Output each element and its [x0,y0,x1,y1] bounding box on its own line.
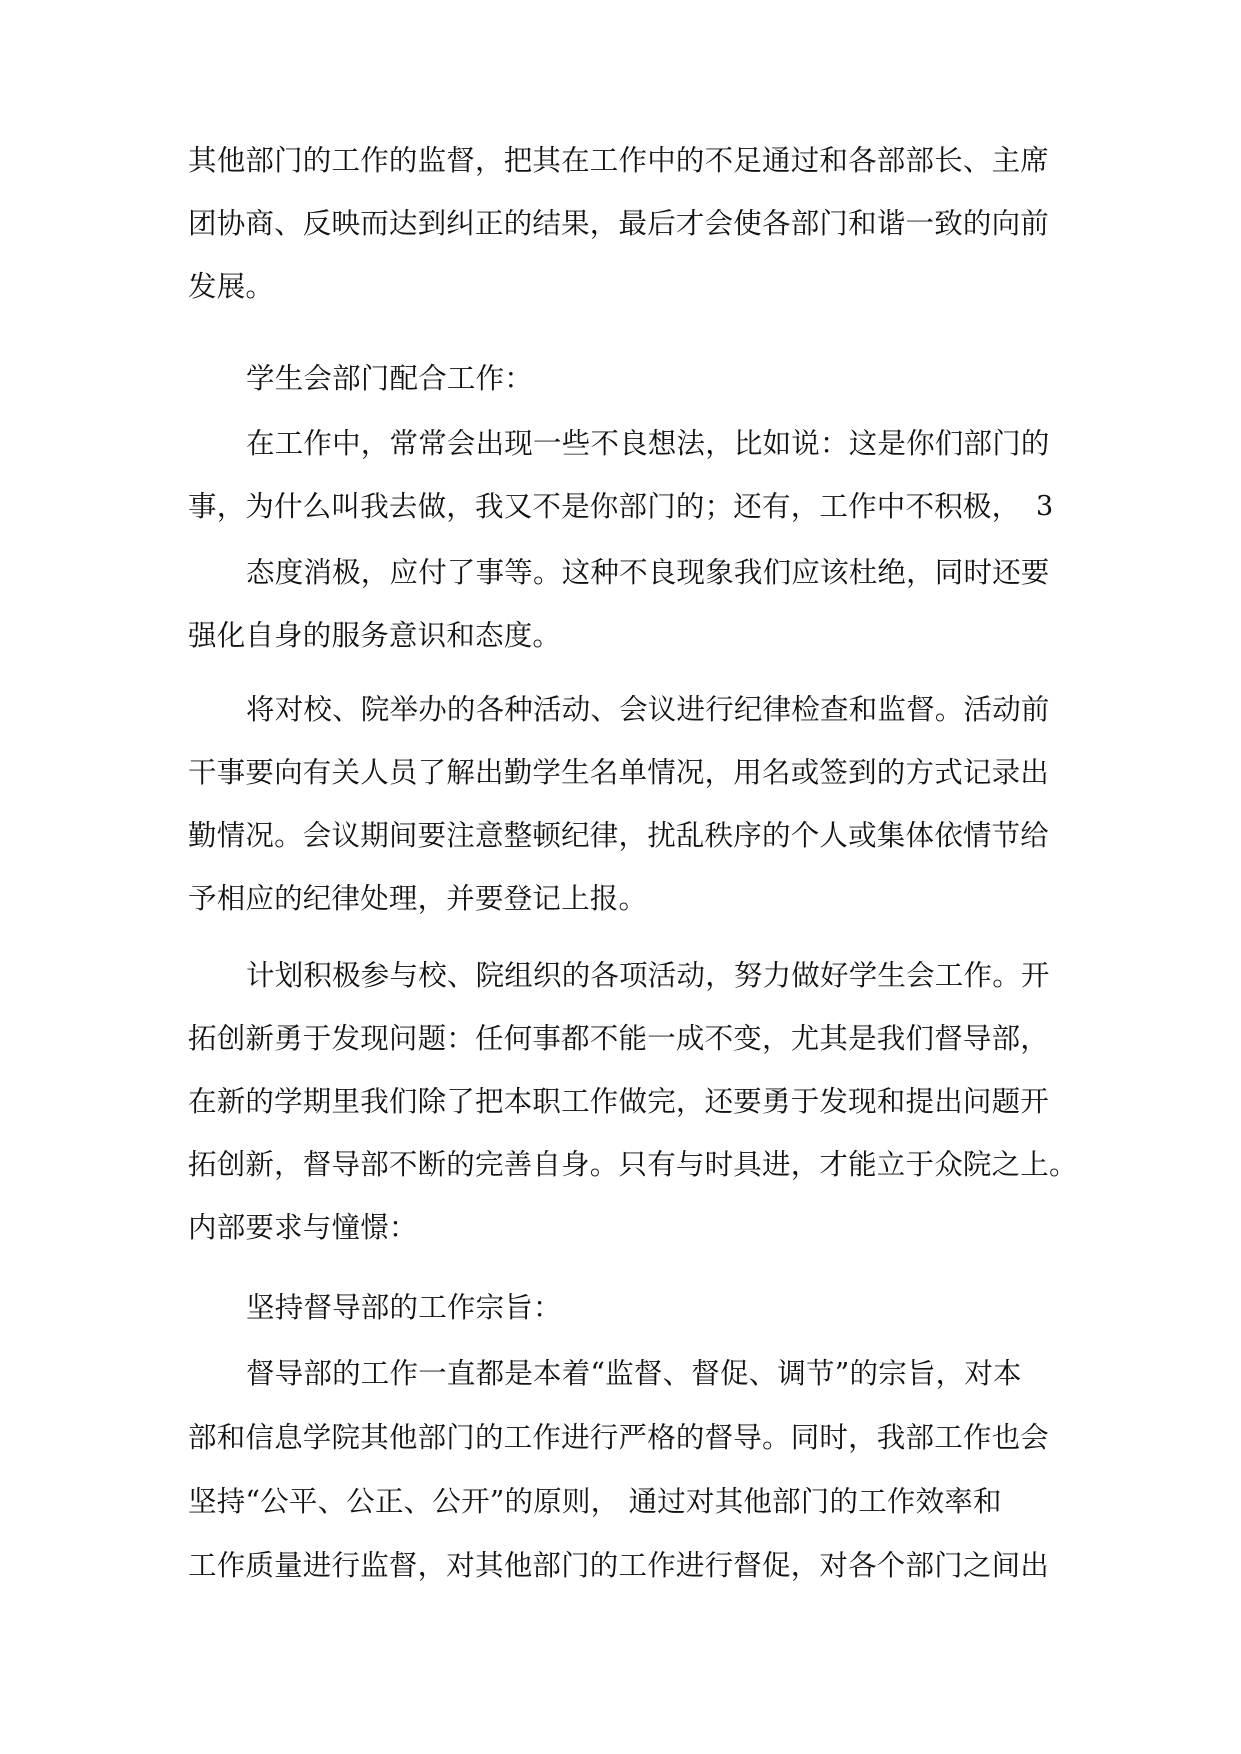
text-line: 态度消极，应付了事等。这种不良现象我们应该杜绝，同时还要 [246,556,1050,589]
text-line: 发展。 [188,270,275,303]
text-line: 在新的学期里我们除了把本职工作做完，还要勇于发现和提出问题开 [188,1085,1050,1118]
text-line: 工作质量进行监督，对其他部门的工作进行督促，对各个部门之间出 [188,1549,1050,1582]
text-line: 其他部门的工作的监督，把其在工作中的不足通过和各部部长、主席 [188,144,1050,177]
text-line: 坚持“公平、公正、公开”的原则， 通过对其他部门的工作效率和 [188,1485,1002,1518]
section-heading: 学生会部门配合工作： [246,362,534,395]
text-line: 部和信息学院其他部门的工作进行严格的督导。同时，我部工作也会 [188,1421,1050,1454]
text-line: 督导部的工作一直都是本着“监督、督促、调节”的宗旨，对本 [246,1357,1022,1390]
section-heading: 坚持督导部的工作宗旨： [246,1291,562,1324]
page-number: 3 [1036,491,1054,522]
text-line: 强化自身的服务意识和态度。 [188,619,562,652]
text-line: 将对校、院举办的各种活动、会议进行纪律检查和监督。活动前 [246,693,1050,726]
section-heading: 内部要求与憧憬： [188,1211,418,1244]
text-line: 予相应的纪律处理，并要登记上报。 [188,882,648,915]
text-line: 拓创新勇于发现问题：任何事都不能一成不变，尤其是我们督导部， [188,1022,1050,1055]
text-line: 团协商、反映而达到纠正的结果，最后才会使各部门和谐一致的向前 [188,207,1050,240]
text-line: 勤情况。会议期间要注意整顿纪律，扰乱秩序的个人或集体依情节给 [188,819,1050,852]
text-line: 干事要向有关人员了解出勤学生名单情况，用名或签到的方式记录出 [188,756,1050,789]
text-line: 拓创新，督导部不断的完善自身。只有与时具进，才能立于众院之上。 [188,1148,1078,1181]
text-line: 在工作中，常常会出现一些不良想法，比如说：这是你们部门的 [246,427,1050,460]
text-line: 计划积极参与校、院组织的各项活动，努力做好学生会工作。开 [246,959,1050,992]
text-line: 事，为什么叫我去做，我又不是你部门的；还有，工作中不积极， [188,490,1021,523]
